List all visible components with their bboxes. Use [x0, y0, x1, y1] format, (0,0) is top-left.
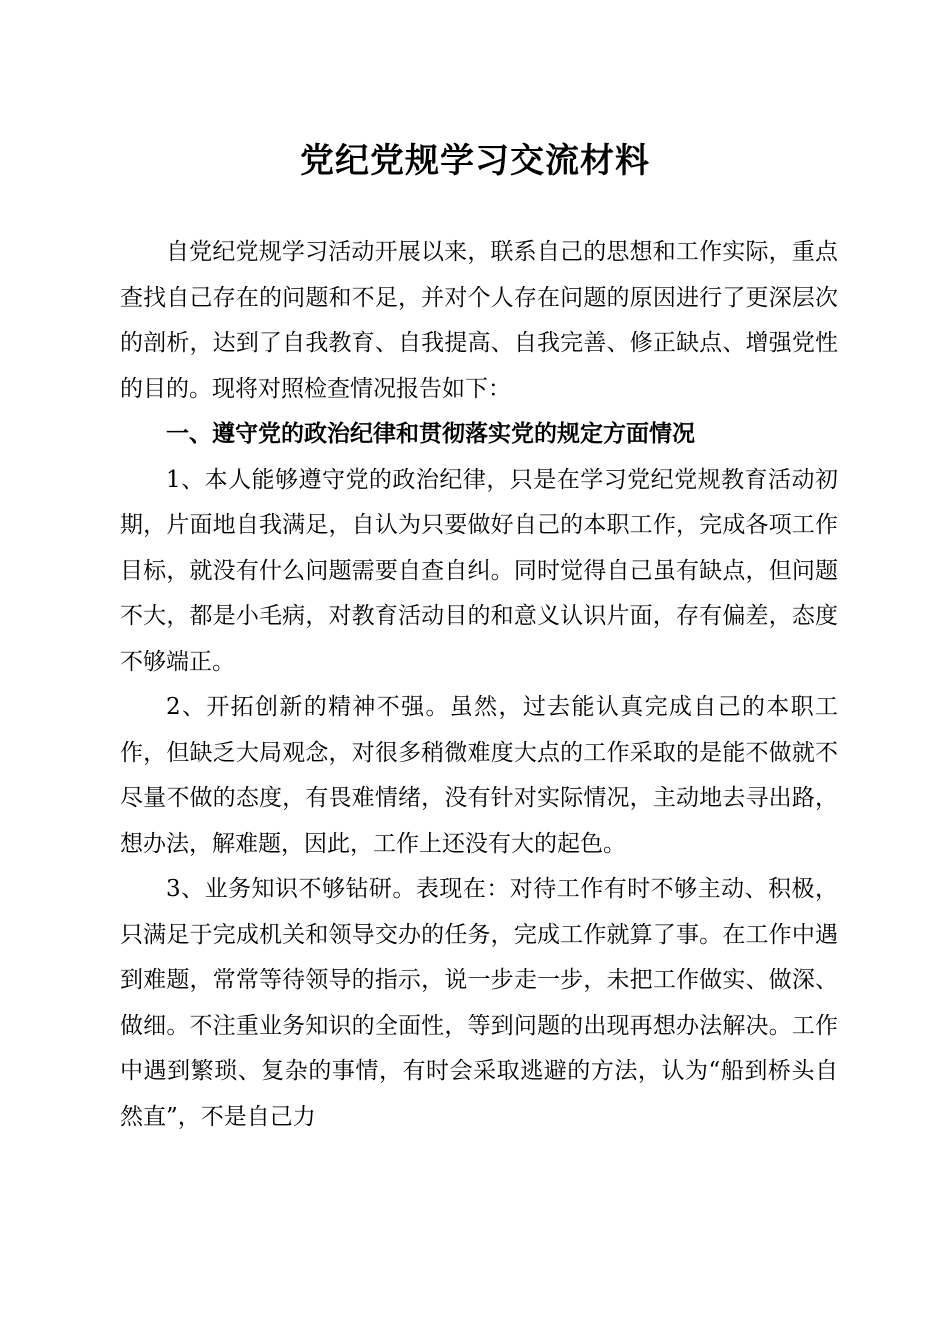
document-title: 党纪党规学习交流材料 — [300, 141, 650, 181]
item-paragraph-3: 3、业务知识不够钻研。表现在：对待工作有时不够主动、积极，只满足于完成机关和领导交办的任务，完成工作就算了事。在工作中遇到难题，常常等待领导的指示，说一步走一步，未把工作做实、做深、做细。不注重业务知识的全面性，等到问题的出现再想办法解决。工作中遇到繁琐、复杂的事情，有时会采取逃避的方法，认为“船到桥头自然直”，不是自己力 — [120, 876, 838, 1130]
section-heading: 一、遵守党的政治纪律和贯彻落实党的规定方面情况 — [166, 421, 695, 447]
document-body — [120, 230, 838, 1140]
item-paragraph-2: 2、开拓创新的精神不强。虽然，过去能认真完成自己的本职工作，但缺乏大局观念，对很多稍微难度大点的工作采取的是能不做就不尽量不做的态度，有畏难情绪，没有针对实际情况，主动地去寻出路，想办法，解难题，因此，工作上还没有大的起色。 — [120, 694, 838, 857]
item-paragraph-1: 1、本人能够遵守党的政治纪律，只是在学习党纪党规教育活动初期，片面地自我满足，自认为只要做好自己的本职工作，完成各项工作目标，就没有什么问题需要自查自纠。同时觉得自己虽有缺点，但问题不大，都是小毛病，对教育活动目的和意义认识片面，存有偏差，态度不够端正。 — [120, 466, 838, 675]
intro-paragraph: 自党纪党规学习活动开展以来，联系自己的思想和工作实际，重点查找自己存在的问题和不足，并对个人存在问题的原因进行了更深层次的剖析，达到了自我教育、自我提高、自我完善、修正缺点、增强党性的目的。现将对照检查情况报告如下： — [120, 239, 838, 402]
